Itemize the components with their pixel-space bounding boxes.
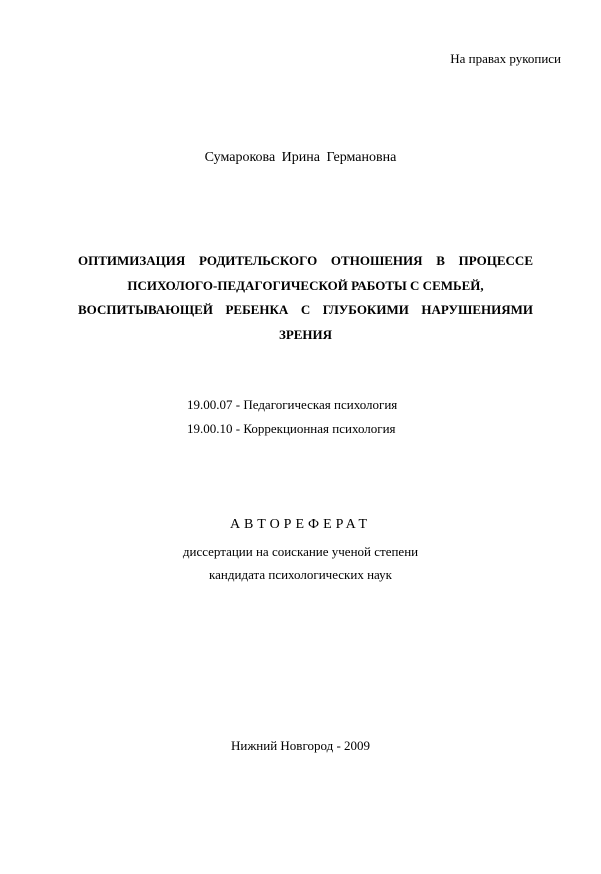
title-line-4: ЗРЕНИЯ bbox=[278, 327, 333, 343]
abstract-subtitle-line-1: диссертации на соискание ученой степени bbox=[182, 544, 419, 559]
city-year: Нижний Новгород - 2009 bbox=[230, 738, 371, 753]
title-line-2: ПСИХОЛОГО-ПЕДАГОГИЧЕСКОЙ РАБОТЫ С СЕМЬЕЙ, bbox=[127, 277, 484, 293]
dissertation-title bbox=[78, 249, 533, 348]
title-line-3: ВОСПИТЫВАЮЩЕЙ РЕБЕНКА С ГЛУБОКИМИ НАРУШЕНИЯМИ bbox=[78, 302, 533, 318]
abstract-subtitle-line-2: кандидата психологических наук bbox=[209, 567, 392, 582]
specialty-code-1: 19.00.07 - Педагогическая психология bbox=[187, 397, 398, 412]
abstract-label: АВТОРЕФЕРАТ bbox=[229, 517, 372, 532]
title-line-1: ОПТИМИЗАЦИЯ РОДИТЕЛЬСКОГО ОТНОШЕНИЯ В ПРОЦЕССЕ bbox=[78, 253, 533, 268]
rights-notice: На правах рукописи bbox=[450, 51, 561, 66]
author-name: Сумарокова Ирина Германовна bbox=[204, 150, 397, 165]
specialty-code-2: 19.00.10 - Коррекционная психология bbox=[187, 421, 396, 436]
